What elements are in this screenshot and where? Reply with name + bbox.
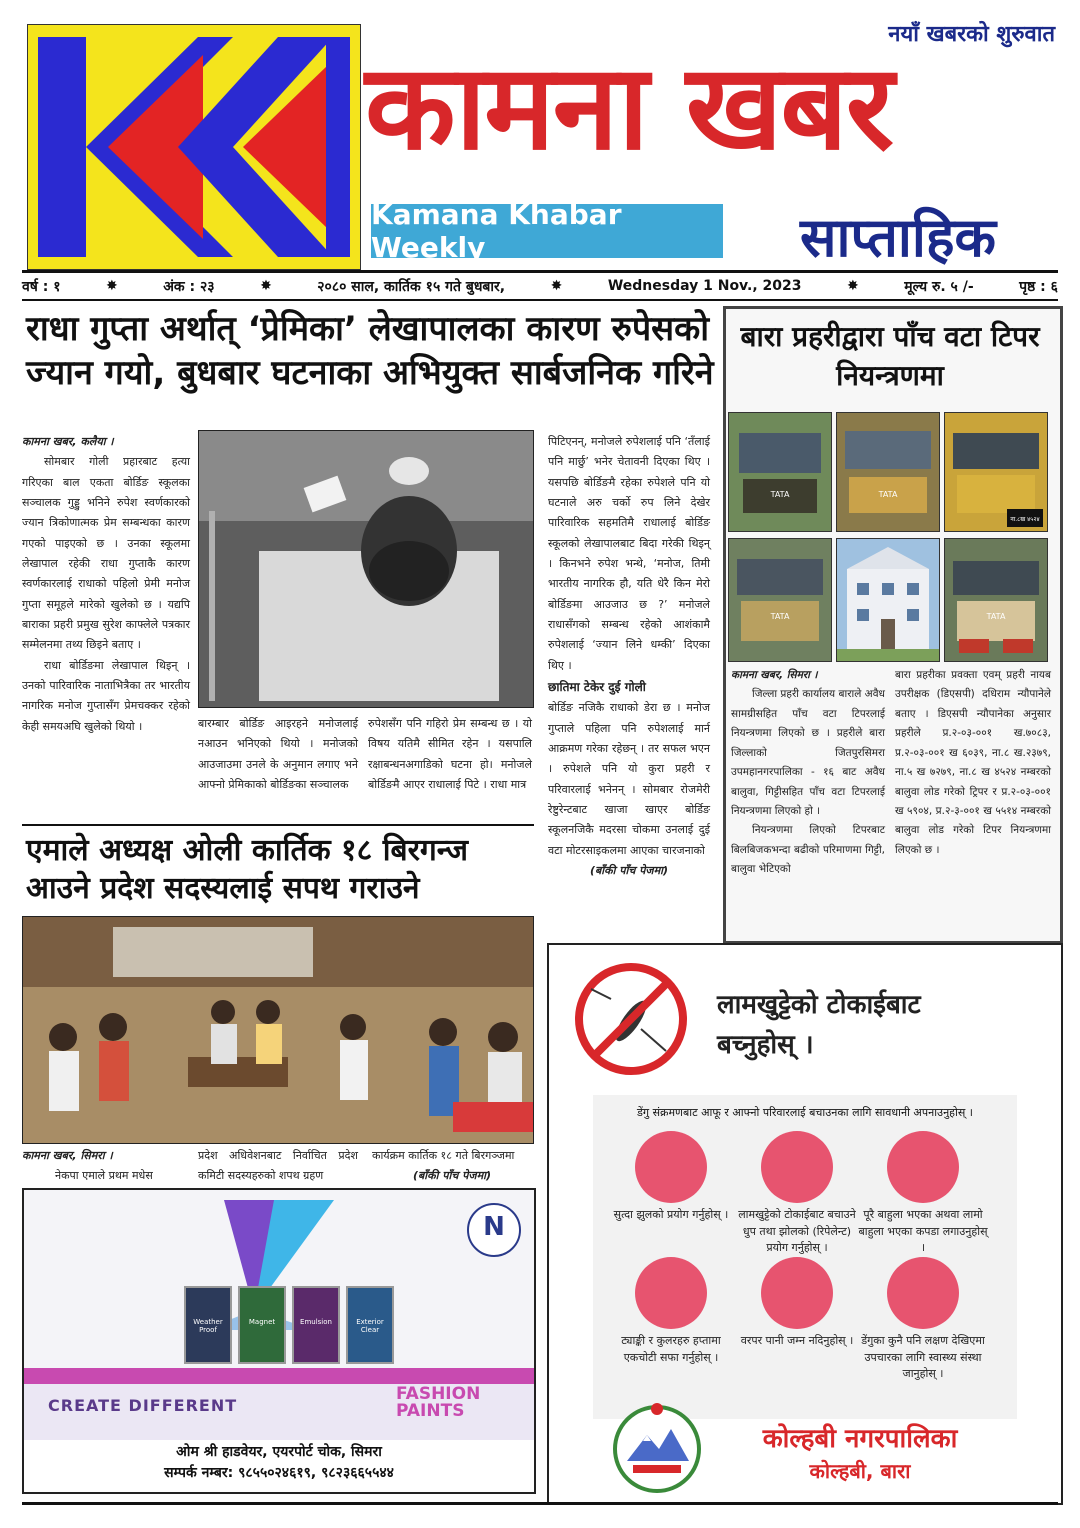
story1-paragraph-2: राधा बोर्डिङमा लेखापाल थिइन् । उनको पारिवारिक नाताभित्रैका तर भारतीय नागरिक मनोज गुप्तासँग प्रेमचक्कर रहेको केही समयअघि खुलेको थियो । bbox=[22, 658, 190, 733]
story1-column-1 bbox=[22, 432, 190, 737]
story2-photo bbox=[22, 916, 534, 1144]
brand-line-2: PAINTS bbox=[396, 1401, 465, 1421]
masthead-logo bbox=[27, 24, 361, 270]
truck-photo bbox=[836, 412, 940, 532]
truck-badge: TATA bbox=[986, 612, 1006, 621]
paint-can-row bbox=[184, 1286, 394, 1364]
title-line-2: बच्नुहोस् । bbox=[717, 1030, 814, 1061]
tipper-photo-grid bbox=[728, 412, 1054, 662]
story2-paragraph-1: नेकपा एमाले प्रथम मधेस bbox=[55, 1169, 153, 1183]
story2-column-1 bbox=[22, 1146, 182, 1187]
story1-photo bbox=[198, 430, 534, 708]
story3-headline: बारा प्रहरीद्वारा पाँच वटा टिपर नियन्त्रणमा bbox=[740, 320, 1040, 392]
bed-net-icon bbox=[635, 1131, 707, 1203]
repellent-icon bbox=[761, 1131, 833, 1203]
story2-column-3 bbox=[372, 1146, 532, 1187]
fashion-paints-logo bbox=[396, 1386, 516, 1420]
truck-photo bbox=[728, 538, 832, 662]
story1-continued-link[interactable]: (बाँकी पाँच पेजमा) bbox=[589, 864, 669, 878]
paint-slogan: CREATE DIFFERENT bbox=[48, 1396, 238, 1415]
building-icon bbox=[837, 539, 939, 661]
doctor-visit-icon bbox=[887, 1257, 959, 1329]
municipality-name: कोल्हबी नगरपालिका bbox=[762, 1424, 958, 1454]
tip-caption: डेंगुका कुनै पनि लक्षण देखिएमा उपचारका लागि स्वास्थ्य संस्था जानुहोस् । bbox=[861, 1334, 985, 1380]
paint-can: Emulsion bbox=[292, 1286, 340, 1364]
no-mosquito-icon bbox=[571, 959, 691, 1079]
truck-icon bbox=[945, 539, 1047, 661]
newspaper-title: कामना खबर bbox=[365, 37, 893, 176]
separator-icon: ✸ bbox=[260, 278, 272, 294]
shop-address: ओम श्री हाडवेयर, एयरपोर्ट चोक, सिमरा bbox=[176, 1444, 382, 1460]
separator-icon: ✸ bbox=[106, 278, 118, 294]
municipality-emblem-icon bbox=[607, 1399, 707, 1495]
story2-continued-link[interactable]: (बाँकी पाँच पेजमा) bbox=[412, 1169, 492, 1183]
story2-dateline: कामना खबर, सिमरा । bbox=[22, 1149, 113, 1162]
tip-caption: वरपर पानी जम्न नदिनुहोस् । bbox=[740, 1334, 854, 1347]
truck-photo bbox=[944, 538, 1048, 662]
truck-icon bbox=[729, 539, 831, 661]
story1-column-4 bbox=[548, 432, 710, 881]
title-line-1: लामखुट्टेको टोकाईबाट bbox=[717, 990, 921, 1020]
volume-label: वर्ष : १ bbox=[22, 278, 61, 295]
story3-dateline: कामना खबर, सिमरा । bbox=[731, 669, 818, 681]
issue-info-bar bbox=[22, 274, 1058, 298]
page-bottom-rule bbox=[22, 1502, 1058, 1505]
story3-column-1 bbox=[731, 666, 885, 880]
stagnant-water-icon bbox=[761, 1257, 833, 1329]
meeting-photo-icon bbox=[23, 917, 533, 1143]
story2-column-2: प्रदेश अधिवेशनबाट निर्वाचित प्रदेश कमिटी सदस्यहरुको शपथ ग्रहण bbox=[198, 1149, 358, 1183]
weekly-label-english: Kamana Khabar Weekly bbox=[371, 204, 723, 258]
info-bar-divider bbox=[22, 299, 1058, 301]
date-nepali: २०८० साल, कार्तिक १५ गते बुधबार, bbox=[317, 278, 506, 295]
paint-brand-logo: N bbox=[483, 1212, 505, 1242]
story3-column-2: बारा प्रहरीका प्रवक्ता एवम् प्रहरी नायब उपरीक्षक (डिएसपी) दधिराम न्यौपानेले बताए । डिएसपी न्यौपानेका अनुसार प्रहरीले प्र.२-०३-००१ ख.७०८३, प्र.२-०३-००१ ख ६०३९, ना.८ ख.२३७९, ना.५ ख ७२७९, ना.८ ख ४५२४ नम्बरको बालुवा लोड गरेको ट्रिपर र प्र.२-०३-००१ ख ५९०४, प्र.२-३-००१ ख ५५१४ नम्बरको बालुवा लोड गरेको टिपर नियन्त्रणमा लिएको छ । bbox=[895, 669, 1051, 856]
hospital-bed-photo-icon bbox=[199, 431, 533, 707]
truck-badge: TATA bbox=[878, 490, 898, 499]
truck-icon bbox=[837, 413, 939, 531]
truck-icon bbox=[729, 413, 831, 531]
kk-logo-icon bbox=[28, 25, 360, 269]
masthead-divider bbox=[22, 270, 1058, 273]
page-number: पृष्ठ : ६ bbox=[1019, 278, 1058, 295]
water-tank-icon bbox=[635, 1257, 707, 1329]
story1-paragraph-1: सोमबार गोली प्रहारबाट हत्या गरिएका बाल एकता बोर्डिङ स्कूलका सञ्चालक गुड्डु भनिने रुपेश स्वर्णकारको ज्यान त्रिकोणात्मक प्रेम सम्बन्धका कारण गएको पाइएको छ । उनका स्कूलमा लेखापाल रहेकी राधा गुप्ताकै कारण स्वर्णकारलाई राधाको पहिलो प्रेमी मनोज गुप्ता समूहले मारेको खुलेको छ । यद्यपि बाराका प्रहरी प्रमुख सुरेश काफ्लेले पत्रकार सम्मेलनमा तथ्य छिइने बताए । bbox=[22, 455, 190, 652]
dengue-awareness-ad bbox=[547, 943, 1063, 1505]
story1-headline: राधा गुप्ता अर्थात् ‘प्रेमिका’ लेखापालका कारण रुपेसको ज्यान गयो, बुधबार घटनाका अभियुक्त सार्बजनिक गरिने bbox=[26, 309, 714, 393]
truck-badge: TATA bbox=[770, 612, 790, 621]
paint-can: Magnet bbox=[238, 1286, 286, 1364]
story1-column-2: बारम्बार बोर्डिङ आइरहने मनोजलाई नआउन भनिएको थियो । मनोजको आउजाउमा उनले के अनुमान लगाए भने आफ्नो प्रेमिकाको बोर्डिङका सञ्चालक bbox=[198, 717, 358, 792]
story1-subheading: छातिमा टेकेर दुई गोली bbox=[548, 680, 646, 695]
story3-paragraph-1: जिल्ला प्रहरी कार्यालय बाराले अवैध सामग्रीसहित पाँच वटा टिपरलाई नियन्त्रणमा लिएको छ । प्रहरीले बारा जिल्लाको जितपुरसिमरा उपमहानगरपालिका - १६ बाट अवैध बालुवा, गिट्टीसहित पाँच वटा टिपरलाई नियन्त्रणमा लिएको हो । bbox=[731, 688, 885, 817]
long-sleeve-icon bbox=[887, 1131, 959, 1203]
tip-caption: सुत्दा झुलको प्रयोग गर्नुहोस् । bbox=[613, 1208, 729, 1221]
tip-caption: ट्याङ्की र कुलरहरु हप्तामा एकचोटी सफा गर्नुहोस् । bbox=[621, 1334, 721, 1364]
brand-line-1: FASHION bbox=[396, 1384, 481, 1404]
truck-icon bbox=[945, 413, 1047, 531]
paint-ad-footer bbox=[24, 1442, 534, 1484]
story-divider bbox=[22, 824, 534, 826]
story2-headline: एमाले अध्यक्ष ओली कार्तिक १८ बिरगन्ज आउने प्रदेश सदस्यलाई सपथ गराउने bbox=[26, 833, 468, 907]
price-label: मूल्य रु. ५ /- bbox=[904, 278, 974, 295]
story1-paragraph-5: बोर्डिङ नजिकै राधाको डेरा छ । मनोज गुप्ताले पहिला पनि रुपेशलाई मार्न आक्रमण गरेका रहेछन् । तर सफल भएन । रुपेशले पनि यो कुरा प्रहरी र परिवारलाई भनेनन् । सोमबार रोजमेरी रेष्टुरेन्टबाट खाजा खाएर बोर्डिङ स्कूलनजिकै मदरसा चोकमा उनलाई दुई वटा मोटरसाइकलमा आएका चारजनाको bbox=[548, 701, 710, 857]
truck-badge: TATA bbox=[770, 490, 790, 499]
story1-dateline: कामना खबर, कलैया । bbox=[22, 435, 114, 448]
health-ad-title bbox=[717, 985, 921, 1066]
shop-contact: सम्पर्क नम्बर: ९८५५०२४६१९, ९८२३६६५५४४ bbox=[164, 1465, 394, 1481]
separator-icon: ✸ bbox=[847, 278, 859, 294]
story1-column-3: रुपेशसँग पनि गहिरो प्रेम सम्बन्ध छ । यो विषय यतिमै सीमित रहेन । यसपालि रक्षाबन्धनअगाडिको घटना हो। मनोजले बोर्डिङमै आएर राधालाई पिटे । राधा मात्र bbox=[368, 717, 532, 792]
masthead-tagline: नयाँ खबरको शुरुवात bbox=[888, 22, 1055, 47]
separator-icon: ✸ bbox=[550, 278, 563, 294]
date-english: Wednesday 1 Nov., 2023 bbox=[607, 278, 802, 294]
municipality-location: कोल्हबी, बारा bbox=[809, 1459, 911, 1483]
truck-photo bbox=[944, 412, 1048, 532]
tip-caption: पूरै बाहुला भएका अथवा लामो बाहुला भएका कपडा लगाउनुहोस् । bbox=[858, 1208, 988, 1254]
paint-advertisement bbox=[22, 1188, 536, 1494]
police-office-photo bbox=[836, 538, 940, 662]
paint-can: Exterior Clear bbox=[346, 1286, 394, 1364]
story1-paragraph-4: पिटिएनन्, मनोजले रुपेशलाई पनि ‘तँलाई पनि मार्छु’ भनेर चेतावनी दिएका थिए । यसपछि बोर्डिङमै रहेका रुपेशले पनि यो घटनाले अरु चर्को रुप लिने देखेर पारिवारिक सहमतिमै राधालाई बोर्डिङ स्कूलको लेखापालबाट बिदा गरेकी थिइन् । किनभने रुपेश भन्थे, ‘मनोज, तिमी भारतीय नागरिक हौ, यति धेरै किन मेरो बोर्डिङमा आउजाउ छ ?’ मनोजले राधासँगको सम्बन्ध रहेको आशंकामै रुपेशलाई ‘ज्यान लिने धम्की’ दिएका थिए । bbox=[548, 435, 710, 672]
issue-number: अंक : २३ bbox=[163, 278, 215, 295]
weekly-label-nepali: साप्ताहिक bbox=[799, 206, 997, 269]
story2-paragraph-3: कार्यक्रम कार्तिक १८ गते बिरगञ्जमा bbox=[372, 1149, 515, 1162]
tip-caption: लामखुट्टेको टोकाईबाट बचाउने धुप तथा झोलको (रिपेलेन्ट) प्रयोग गर्नुहोस् । bbox=[738, 1208, 856, 1254]
truck-photo bbox=[728, 412, 832, 532]
dengue-intro: डेंगु संक्रमणबाट आफू र आफ्नो परिवारलाई बचाउनका लागि सावधानी अपनाउनुहोस् । bbox=[637, 1106, 973, 1119]
truck-plate: ना.८ख ४५२४ bbox=[1010, 516, 1040, 523]
story3-paragraph-2: नियन्त्रणमा लिएको टिपरबाट बिलबिजकभन्दा बढीको परिमाणमा गिट्टी, बालुवा भेटिएको bbox=[731, 824, 885, 876]
paint-can: Weather Proof bbox=[184, 1286, 232, 1364]
